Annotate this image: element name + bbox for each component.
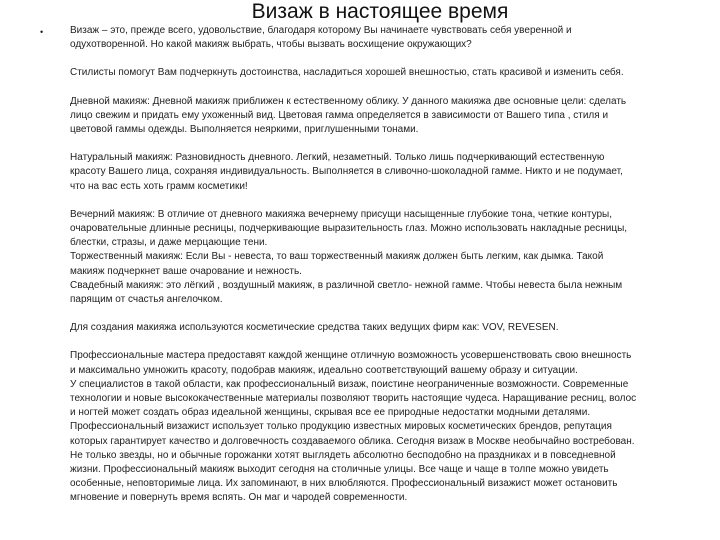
text-line: мгновение и повернуть время вспять. Он маг и чародей современности. (70, 492, 408, 504)
text-line: У специалистов в такой области, как профессиональный визаж, поистине неограниченные возможности. Современные (70, 378, 629, 390)
paragraph-natural-makeup (70, 151, 710, 194)
text-line: красоту Вашего лица, сохраняя индивидуальность. Выполняется в сливочно-шоколадной гамме. Никто и не подумает, (70, 166, 623, 178)
text-line: Торжественный макияж: Если Вы - невеста, то ваш торжественный макияж должен быть легким, как дымка. Такой (70, 251, 604, 263)
text-line: одухотворенной. Но какой макияж выбрать, чтобы вызвать восхищение окружающих? (70, 39, 472, 51)
text-line: что на вас есть хоть грамм косметики! (70, 180, 248, 192)
text-line: технологии и новые высококачественные материалы позволяют творить настоящие чудеса. Наращивание ресниц, волос (70, 393, 637, 405)
text-line: особенные, неповторимые лица. Их запоминают, в них влюбляются. Профессиональный визажист может остановить (70, 478, 618, 490)
text-line: парящим от счастья ангелочком. (70, 294, 223, 306)
slide-title: Визаж в настоящее время (251, 0, 509, 23)
paragraph-intro (70, 24, 710, 52)
text-line: жизни. Профессиональный макияж выходит сегодня на столичные улицы. Все чаще и чаще в толпе можно увидеть (70, 464, 609, 476)
paragraph-evening-makeup (70, 208, 710, 307)
text-line: и максимально умножить красоту, подобрав макияж, идеально соответствующий вашему образу и ситуации. (70, 364, 578, 376)
slide-body (70, 24, 710, 506)
text-line: и ногтей может создать образ идеальной женщины, скрывая все ее природные недостатки модными деталями. (70, 407, 591, 419)
text-line: Свадебный макияж: это лёгкий , воздушный макияж, в различной светло- нежной гамме. Чтобы невеста была нежным (70, 279, 623, 291)
text-line: Дневной макияж: Дневной макияж приближен к естественному облику. У данного макияжа две основные цели: сделать (70, 95, 627, 107)
text-line: Профессиональные мастера предоставят каждой женщине отличную возможность усовершенствовать свою внешность (70, 350, 632, 362)
text-line: Не только звезды, но и обычные горожанки хотят выглядеть абсолютно бесподобно на праздниках и в повседневной (70, 449, 616, 461)
paragraph-professionals (70, 349, 710, 505)
text-line: Для создания макияжа используются косметические средства таких ведущих фирм как: VOV, REVESEN. (70, 322, 559, 334)
text-line: Профессиональный визажист использует только продукцию известных мировых косметических брендов, репутация (70, 421, 612, 433)
text-line: макияж подчеркнет ваше очарование и нежность. (70, 265, 302, 277)
paragraph-day-makeup (70, 95, 710, 138)
text-line: блестки, стразы, и даже мерцающие тени. (70, 237, 268, 249)
paragraph-stylists (70, 66, 710, 80)
text-line: Визаж – это, прежде всего, удовольствие, благодаря которому Вы начинаете чувствовать себя уверенной и (70, 25, 572, 36)
bullet-icon: • (40, 27, 44, 37)
text-line: Стилисты помогут Вам подчеркнуть достоинства, насладиться хорошей внешностью, стать красивой и изменить себя. (70, 67, 624, 79)
paragraph-brands (70, 321, 710, 335)
text-line: цветовой гаммы одежды. Выполняется неяркими, приглушенными тонами. (70, 124, 419, 136)
text-line: очаровательные длинные ресницы, подчеркивающие выразительность глаз. Можно использовать накладные ресницы, (70, 223, 628, 235)
text-line: Вечерний макияж: В отличие от дневного макияжа вечернему присущи насыщенные глубокие тона, четкие контуры, (70, 208, 613, 220)
text-line: Натуральный макияж: Разновидность дневного. Легкий, незаметный. Только лишь подчеркивающий естественную (70, 152, 605, 164)
text-line: лицо свежим и придать ему ухоженный вид. Цветовая гамма определяется в зависимости от Вашего типа , стиля и (70, 109, 609, 121)
text-line: которых гарантирует качество и долговечность создаваемого облика. Сегодня визаж в Москве необычайно востребован. (70, 435, 635, 447)
